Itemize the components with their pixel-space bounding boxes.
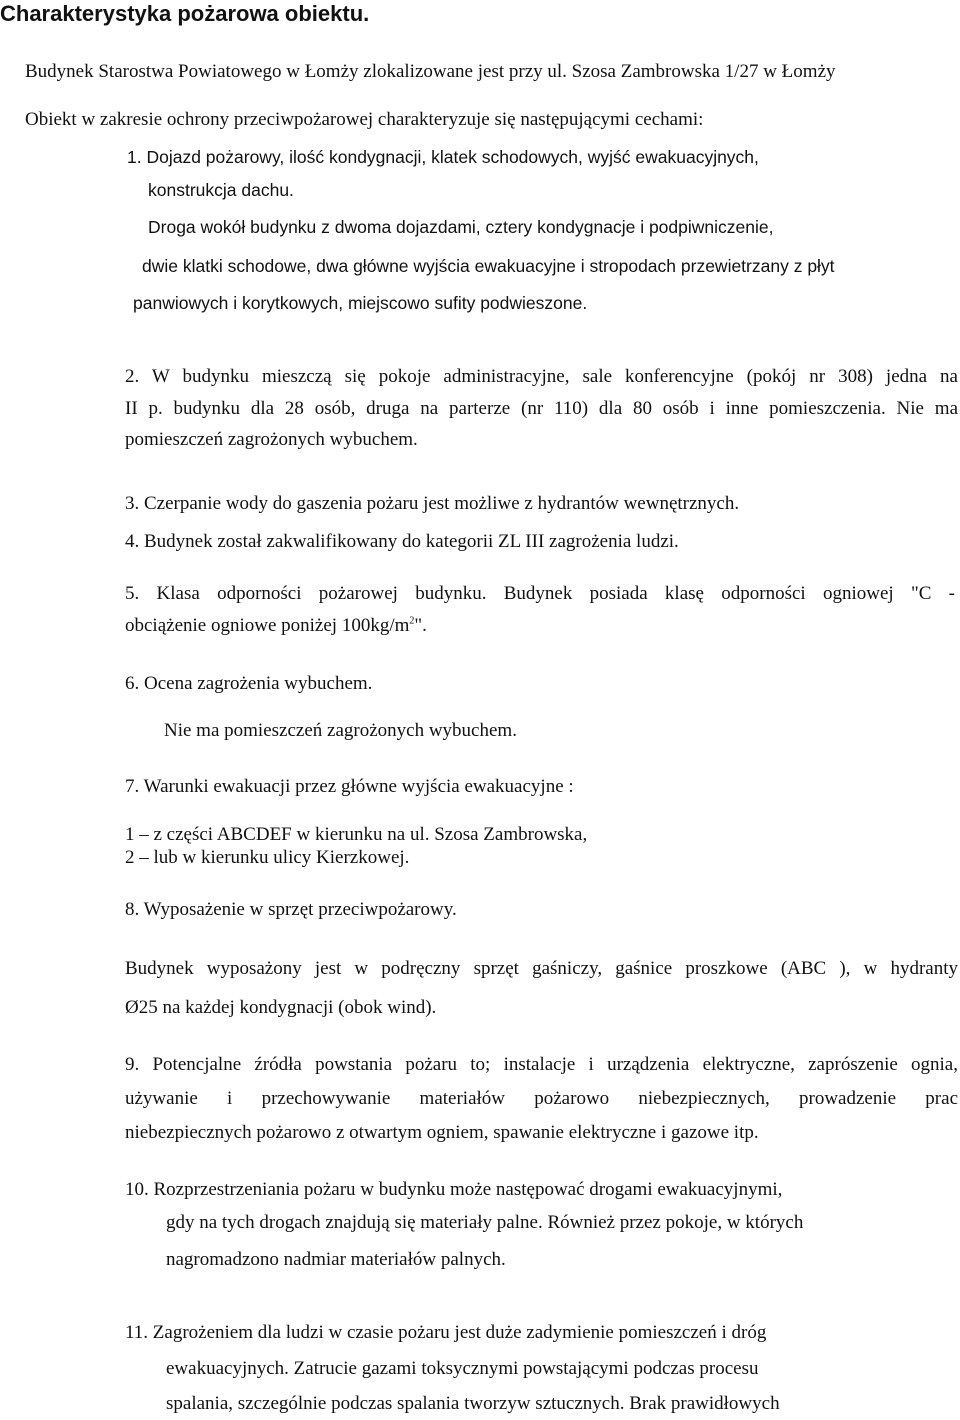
item1-line3: Droga wokół budynku z dwoma dojazdami, cztery kondygnacje i podpiwniczenie,	[148, 217, 774, 237]
intro-location: Budynek Starostwa Powiatowego w Łomży zlokalizowane jest przy ul. Szosa Zambrowska 1/27 w Łomży	[25, 61, 836, 82]
item1-line5: panwiowych i korytkowych, miejscowo sufity podwieszone.	[133, 293, 588, 313]
item8-line2: Budynek wyposażony jest w podręczny sprzęt gaśniczy, gaśnice proszkowe (ABC ), w hydranty	[125, 958, 958, 979]
item4-text: 4. Budynek został zakwalifikowany do kategorii ZL III zagrożenia ludzi.	[125, 531, 679, 552]
item5-line2-text: obciążenie ogniowe poniżej 100kg/m	[125, 615, 410, 636]
item2-line2: II p. budynku dla 28 osób, druga na parterze (nr 110) dla 80 osób i inne pomieszczenia. Nie ma	[125, 398, 958, 419]
page-title: Charakterystyka pożarowa obiektu.	[0, 1, 370, 26]
item10-line2: gdy na tych drogach znajdują się materiały palne. Również przez pokoje, w których	[166, 1212, 804, 1233]
item6-line1: 6. Ocena zagrożenia wybuchem.	[125, 673, 373, 694]
item11-line2: ewakuacyjnych. Zatrucie gazami toksycznymi powstającymi podczas procesu	[166, 1358, 759, 1379]
item5-line2	[125, 614, 427, 638]
item1-line1: 1. Dojazd pożarowy, ilość kondygnacji, klatek schodowych, wyjść ewakuacyjnych,	[127, 147, 759, 167]
item6-line2: Nie ma pomieszczeń zagrożonych wybuchem.	[164, 720, 517, 741]
item10-line3: nagromadzono nadmiar materiałów palnych.	[166, 1249, 506, 1270]
item2-line1: 2. W budynku mieszczą się pokoje administracyjne, sale konferencyjne (pokój nr 308) jedna na	[125, 366, 958, 387]
item1-line2: konstrukcja dachu.	[148, 180, 294, 200]
item5-line1: 5. Klasa odporności pożarowej budynku. Budynek posiada klasę odporności ogniowej "C -	[125, 583, 955, 604]
item9-line1: 9. Potencjalne źródła powstania pożaru to; instalacje i urządzenia elektryczne, zaprószenie ognia,	[125, 1054, 958, 1075]
item11-line3: spalania, szczególnie podczas spalania tworzyw sztucznych. Brak prawidłowych	[166, 1393, 780, 1414]
item7-line1: 7. Warunki ewakuacji przez główne wyjścia ewakuacyjne :	[125, 776, 574, 797]
item7-line2: 1 – z części ABCDEF w kierunku na ul. Szosa Zambrowska,	[125, 824, 588, 845]
item1-line4: dwie klatki schodowe, dwa główne wyjścia ewakuacyjne i stropodach przewietrzany z płyt	[142, 256, 835, 276]
item8-line3: Ø25 na każdej kondygnacji (obok wind).	[125, 997, 437, 1018]
item5-superscript: 2	[409, 615, 415, 627]
item7-line3: 2 – lub w kierunku ulicy Kierzkowej.	[125, 847, 410, 868]
item2-line3: pomieszczeń zagrożonych wybuchem.	[125, 429, 418, 450]
item9-line3: niebezpiecznych pożarowo z otwartym ogniem, spawanie elektryczne i gazowe itp.	[125, 1122, 759, 1143]
item10-line1: 10. Rozprzestrzeniania pożaru w budynku może następować drogami ewakuacyjnymi,	[125, 1179, 783, 1200]
item5-line2-end: ".	[414, 615, 427, 636]
item9-line2: używanie i przechowywanie materiałów pożarowo niebezpiecznych, prowadzenie prac	[125, 1088, 958, 1109]
item11-line1: 11. Zagrożeniem dla ludzi w czasie pożaru jest duże zadymienie pomieszczeń i dróg	[125, 1322, 767, 1343]
intro-lead: Obiekt w zakresie ochrony przeciwpożarowej charakteryzuje się następującymi cechami:	[25, 109, 704, 130]
item8-line1: 8. Wyposażenie w sprzęt przeciwpożarowy.	[125, 899, 457, 920]
item3-text: 3. Czerpanie wody do gaszenia pożaru jest możliwe z hydrantów wewnętrznych.	[125, 493, 740, 514]
